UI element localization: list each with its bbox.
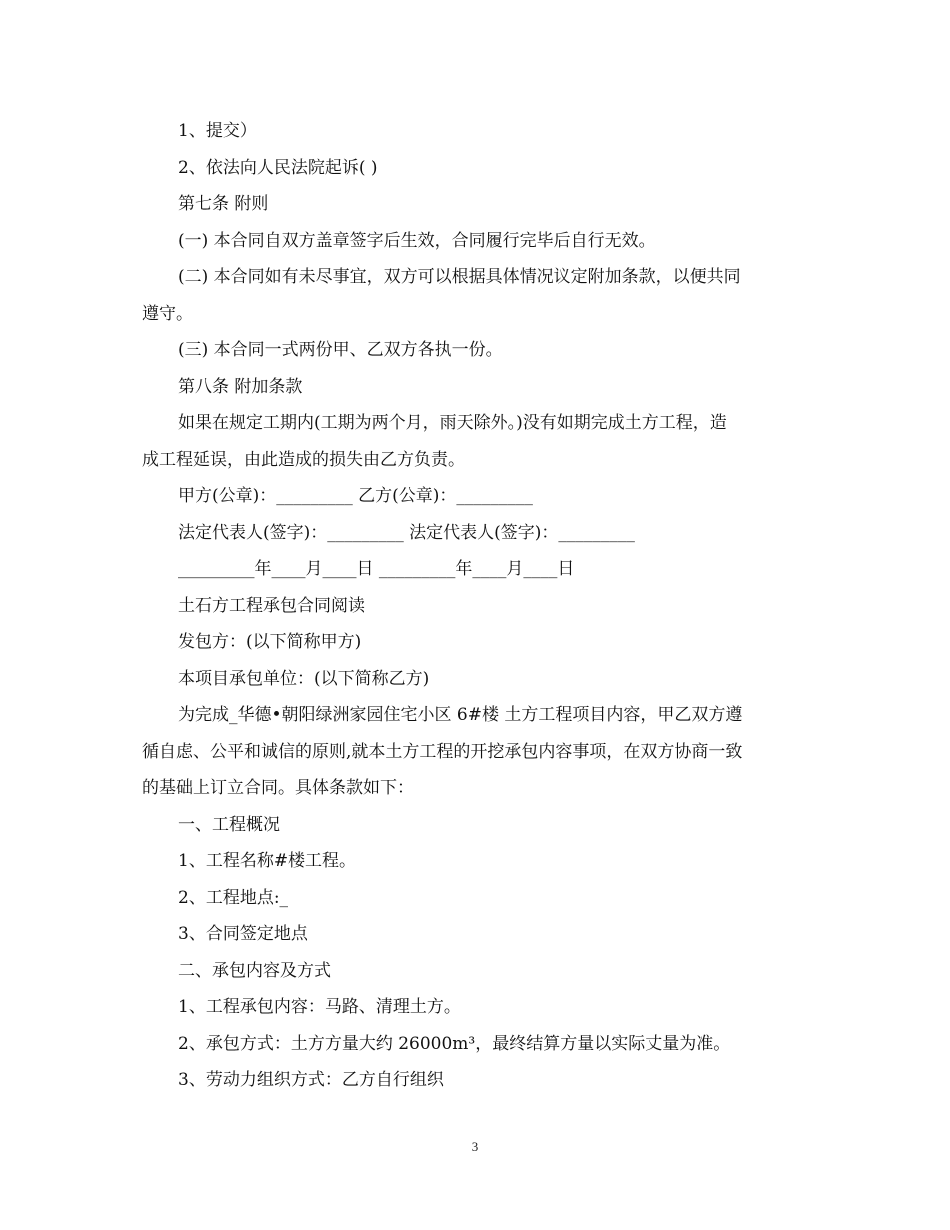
text-line: 1、工程名称#楼工程。 xyxy=(178,851,357,871)
text-line: 遵守。 xyxy=(142,303,193,324)
text-line: 发包方：(以下简称甲方) xyxy=(178,632,362,652)
signature-line: 法定代表人(签字)：_________ 法定代表人(签字)：_________ xyxy=(178,522,635,543)
text-line: 2、工程地点:_ xyxy=(178,887,289,908)
text-line: 的基础上订立合同。具体条款如下： xyxy=(142,778,414,798)
text-line: (二) 本合同如有未尽事宜，双方可以根据具体情况议定附加条款，以便共同 xyxy=(178,267,741,287)
text-line: 3、合同签定地点 xyxy=(178,924,308,944)
text-line: 本项目承包单位：(以下简称乙方) xyxy=(178,668,430,689)
text-line: 2、承包方式：土方方量大约 26000m³，最终结算方量以实际丈量为准。 xyxy=(178,1033,731,1054)
document-body xyxy=(142,113,808,1099)
page-number: 3 xyxy=(471,1139,479,1154)
text-line: 3、劳动力组织方式：乙方自行组织 xyxy=(178,1070,444,1090)
signature-line: 甲方(公章)：_________ 乙方(公章)：_________ xyxy=(178,486,533,506)
text-line: 2、依法向人民法院起诉( ) xyxy=(178,157,378,178)
text-line: (一) 本合同自双方盖章签字后生效，合同履行完毕后自行无效。 xyxy=(178,230,656,251)
text-line: 如果在规定工期内(工期为两个月，雨天除外。)没有如期完成土方工程，造 xyxy=(178,413,727,433)
text-line: 循自虑、公平和诚信的原则,就本土方工程的开挖承包内容事项，在双方协商一致 xyxy=(142,741,743,762)
document-title: 土石方工程承包合同阅读 xyxy=(178,595,365,616)
date-line: _________年____月____日 _________年____月____日 xyxy=(178,559,575,579)
text-line: 为完成_华德•朝阳绿洲家园住宅小区 6#楼 土方工程项目内容，甲乙双方遵 xyxy=(178,705,743,725)
section-heading: 二、承包内容及方式 xyxy=(178,960,331,981)
text-line: 1、工程承包内容：马路、清理土方。 xyxy=(178,997,461,1017)
section-heading: 第七条 附则 xyxy=(178,194,269,214)
section-heading: 一、工程概况 xyxy=(178,814,280,835)
section-heading: 第八条 附加条款 xyxy=(178,376,303,397)
text-line: 1、提交） xyxy=(178,121,257,141)
text-line: 成工程延误，由此造成的损失由乙方负责。 xyxy=(142,449,465,470)
text-line: (三) 本合同一式两份甲、乙双方各执一份。 xyxy=(178,340,503,360)
